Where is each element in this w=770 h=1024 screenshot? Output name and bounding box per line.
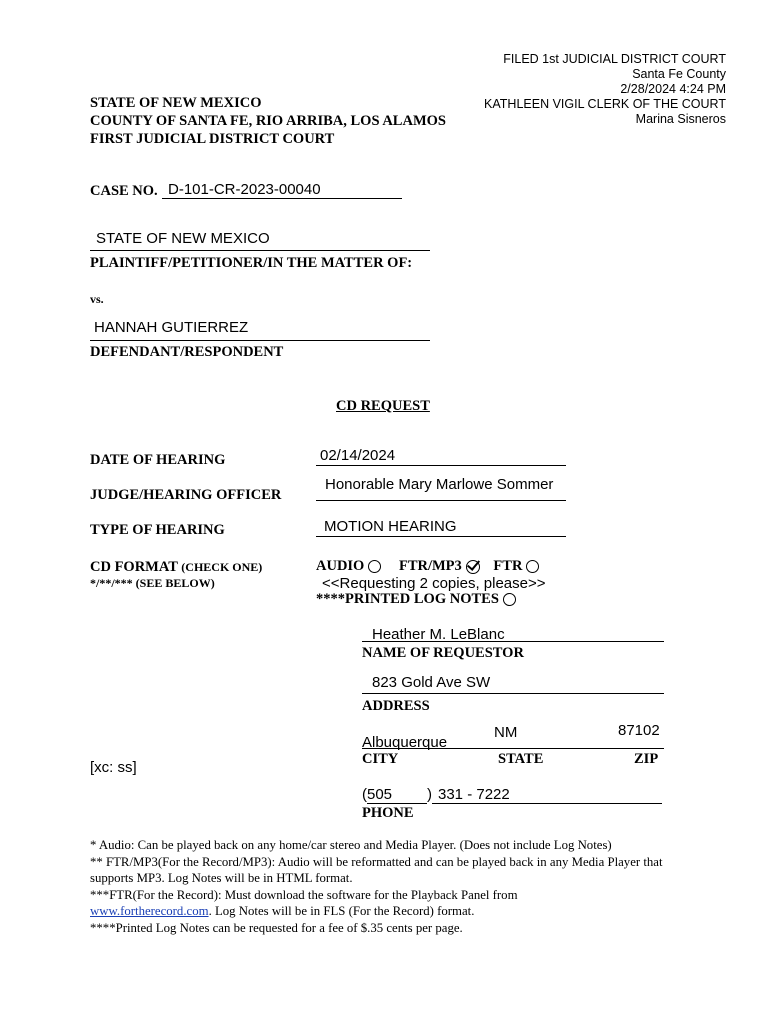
area-code-text: 505 xyxy=(367,786,393,803)
footnote-ftr-text: ***FTR(For the Record): Must download the software for the Playback Panel from xyxy=(90,887,518,902)
judge-value: Honorable Mary Marlowe Sommer xyxy=(325,476,554,493)
area-code xyxy=(367,786,427,804)
address-value: 823 Gold Ave SW xyxy=(372,674,491,691)
address-line xyxy=(362,693,664,694)
city-state-zip-line xyxy=(362,748,664,749)
footnote-ftr xyxy=(90,887,690,920)
footnote-ftr-mp3: ** FTR/MP3(For the Record/MP3): Audio will be reformatted and can be played back in any Media Player that supports MP3. Log Notes will be in HTML format. xyxy=(90,854,663,885)
court-heading xyxy=(90,94,446,148)
stamp-line-1: FILED 1st JUDICIAL DISTRICT COURT xyxy=(503,52,726,66)
printed-log-radio[interactable] xyxy=(503,593,516,606)
plaintiff-label: PLAINTIFF/PETITIONER/IN THE MATTER OF: xyxy=(90,255,413,271)
document-title: CD REQUEST xyxy=(336,398,430,414)
requestor-name-label: NAME OF REQUESTOR xyxy=(362,645,524,661)
fortherecord-link[interactable]: www.fortherecord.com xyxy=(90,904,209,918)
cd-format-check-one: (CHECK ONE) xyxy=(181,560,263,574)
printed-log-option[interactable] xyxy=(316,591,516,608)
format-options xyxy=(316,558,539,575)
defendant-name: HANNAH GUTIERREZ xyxy=(94,319,249,336)
footnote-printed-log: ****Printed Log Notes can be requested for a fee of $.35 cents per page. xyxy=(90,920,463,935)
requestor-name-line xyxy=(362,641,664,642)
format-footnotes xyxy=(90,837,690,936)
audio-radio[interactable] xyxy=(368,560,381,573)
date-of-hearing-label: DATE OF HEARING xyxy=(90,452,226,468)
case-number-label: CASE NO. xyxy=(90,183,158,199)
phone-number-text: 331 - 7222 xyxy=(438,786,510,803)
filed-stamp xyxy=(484,52,726,127)
footnote-ftr-text-2: . Log Notes will be in FLS (For the Record) format. xyxy=(208,904,475,918)
copies-note: <<Requesting 2 copies, please>> xyxy=(322,575,546,592)
court-counties: COUNTY OF SANTA FE, RIO ARRIBA, LOS ALAMOS xyxy=(90,113,446,129)
judge-label: JUDGE/HEARING OFFICER xyxy=(90,487,282,503)
ftr-label: FTR xyxy=(493,558,523,574)
plaintiff-line xyxy=(90,250,430,251)
date-of-hearing-value: 02/14/2024 xyxy=(320,447,396,464)
case-number-value: D-101-CR-2023-00040 xyxy=(168,181,321,198)
defendant-line xyxy=(90,340,430,341)
type-of-hearing-line xyxy=(316,536,566,537)
ftr-mp3-checked-radio[interactable] xyxy=(466,560,480,574)
type-of-hearing-value: MOTION HEARING xyxy=(324,518,457,535)
court-state: STATE OF NEW MEXICO xyxy=(90,95,262,111)
court-district: FIRST JUDICIAL DISTRICT COURT xyxy=(90,131,335,147)
type-of-hearing-label: TYPE OF HEARING xyxy=(90,522,225,538)
xc-note: [xc: ss] xyxy=(90,759,137,776)
cd-format-title: CD FORMAT xyxy=(90,559,178,575)
cd-format-sublabel: */**/*** (SEE BELOW) xyxy=(90,576,215,590)
date-of-hearing-line xyxy=(316,465,566,466)
stamp-line-5: Marina Sisneros xyxy=(635,112,726,126)
defendant-label: DEFENDANT/RESPONDENT xyxy=(90,344,284,360)
city-value: Albuquerque xyxy=(362,734,448,751)
versus: vs. xyxy=(90,292,104,306)
zip-value: 87102 xyxy=(618,722,660,739)
phone-value: (505 ) 331 - 7222 xyxy=(362,786,662,804)
case-number-line xyxy=(162,198,402,199)
state-label: STATE xyxy=(498,751,544,767)
ftr-mp3-label: FTR/MP3 xyxy=(398,558,462,574)
ftr-mp3-option[interactable] xyxy=(399,558,483,574)
ftr-option[interactable] xyxy=(493,558,539,574)
zip-label: ZIP xyxy=(634,751,659,767)
stamp-line-2: Santa Fe County xyxy=(632,67,726,81)
city-label: CITY xyxy=(362,751,399,767)
footnote-audio: * Audio: Can be played back on any home/car stereo and Media Player. (Does not include Log Notes) xyxy=(90,838,612,852)
phone-label: PHONE xyxy=(362,805,414,821)
audio-option[interactable] xyxy=(316,558,385,574)
ftr-radio[interactable] xyxy=(526,560,539,573)
cd-format-label xyxy=(90,559,262,576)
state-value: NM xyxy=(494,724,518,741)
stamp-line-4: KATHLEEN VIGIL CLERK OF THE COURT xyxy=(484,97,726,111)
printed-log-label: ****PRINTED LOG NOTES xyxy=(316,591,499,607)
phone-number xyxy=(432,786,662,804)
audio-label: AUDIO xyxy=(316,558,365,574)
stamp-line-3: 2/28/2024 4:24 PM xyxy=(620,82,726,96)
judge-line xyxy=(316,500,566,501)
address-label: ADDRESS xyxy=(362,698,430,714)
plaintiff-name: STATE OF NEW MEXICO xyxy=(96,230,270,247)
requestor-name-value: Heather M. LeBlanc xyxy=(372,626,505,643)
